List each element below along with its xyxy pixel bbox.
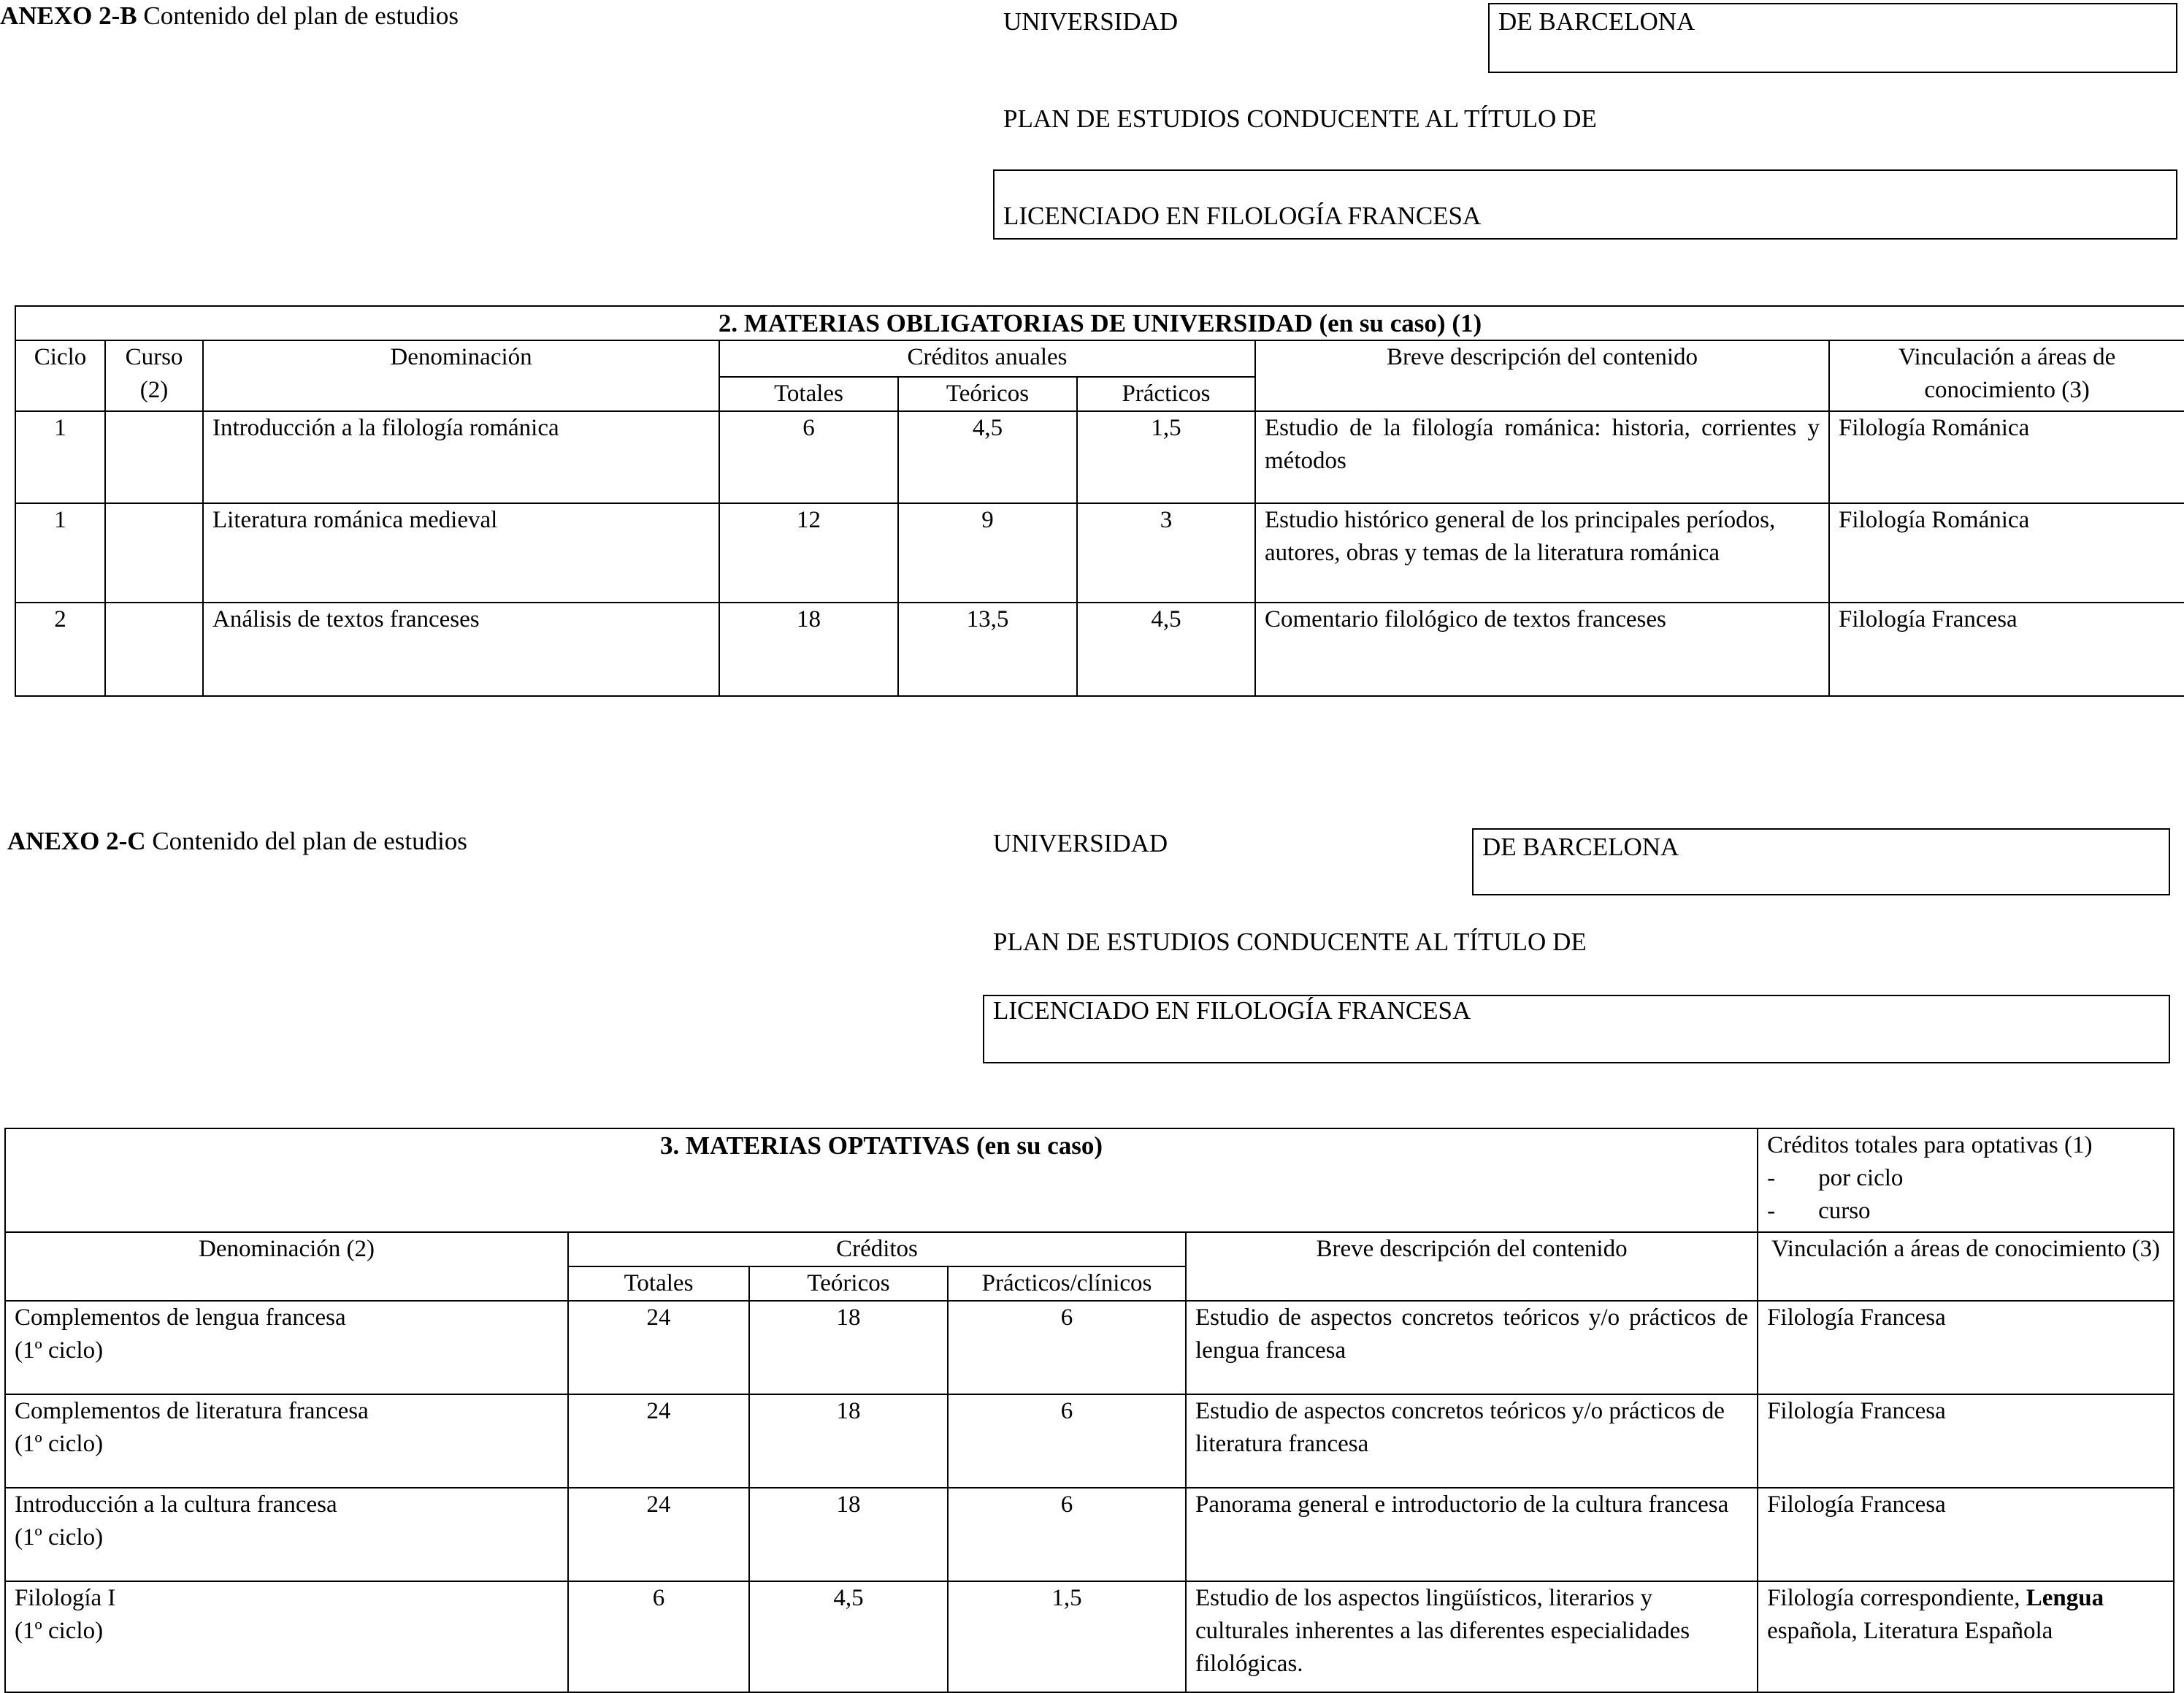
cell-teoricos: 4,5 <box>749 1581 948 1692</box>
degree-value-b: LICENCIADO EN FILOLOGÍA FRANCESA <box>1003 202 1482 230</box>
cell-vinculacion: Filología Románica <box>1829 411 2184 503</box>
degree-value-c: LICENCIADO EN FILOLOGÍA FRANCESA <box>993 996 1471 1025</box>
cell-descripcion: Estudio histórico general de los principales períodos, autores, obras y temas de la literatura románica <box>1255 503 1829 603</box>
header-descripcion: Breve descripción del contenido <box>1186 1232 1758 1301</box>
table-row <box>15 411 2184 503</box>
header-totales: Totales <box>568 1266 749 1301</box>
cell-ciclo: 1 <box>15 411 105 503</box>
header-practicos: Prácticos <box>1077 377 1255 411</box>
header-vinculacion: Vinculación a áreas de conocimiento (3) <box>1829 340 2184 411</box>
cell-denominacion-ciclo: (1º ciclo) <box>15 1337 104 1364</box>
header-curso: Curso (2) <box>105 340 203 411</box>
cell-denominacion <box>5 1301 568 1394</box>
header-creditos: Créditos <box>568 1232 1186 1266</box>
cell-denominacion-ciclo: (1º ciclo) <box>15 1431 104 1457</box>
cell-curso <box>105 503 203 603</box>
cell-practicos: 3 <box>1077 503 1255 603</box>
vinculacion-part-c: española, Literatura Española <box>1767 1618 2053 1644</box>
university-box-b <box>1488 3 2177 73</box>
cell-denominacion: Introducción a la filología románica <box>203 411 719 503</box>
cell-descripcion: Estudio de la filología románica: historia, corrientes y métodos <box>1255 411 1829 503</box>
vinculacion-part-a: Filología correspondiente, <box>1767 1585 2026 1611</box>
cell-teoricos: 13,5 <box>898 603 1077 696</box>
creditos-curso: - curso <box>1767 1195 2164 1228</box>
annex-2c-text: Contenido del plan de estudios <box>152 827 467 855</box>
cell-denominacion-ciclo: (1º ciclo) <box>15 1618 104 1644</box>
cell-teoricos: 18 <box>749 1394 948 1488</box>
header-teoricos: Teóricos <box>749 1266 948 1301</box>
obligatorias-title: 2. MATERIAS OBLIGATORIAS DE UNIVERSIDAD (en su caso) (1) <box>15 306 2184 340</box>
table-row <box>5 1488 2174 1581</box>
header-vinculacion: Vinculación a áreas de conocimiento (3) <box>1758 1232 2174 1301</box>
cell-practicos: 1,5 <box>1077 411 1255 503</box>
annex-2b-code: ANEXO 2-B <box>0 1 137 30</box>
cell-vinculacion <box>1758 1581 2174 1692</box>
cell-denominacion <box>5 1394 568 1488</box>
cell-ciclo: 2 <box>15 603 105 696</box>
table-row <box>15 603 2184 696</box>
cell-vinculacion: Filología Francesa <box>1758 1394 2174 1488</box>
annex-2c-code: ANEXO 2-C <box>7 827 146 855</box>
header-teoricos: Teóricos <box>898 377 1077 411</box>
header-descripcion: Breve descripción del contenido <box>1255 340 1829 411</box>
table-row <box>5 1581 2174 1692</box>
degree-box-b <box>993 169 2177 240</box>
cell-denominacion-name: Introducción a la cultura francesa <box>15 1491 337 1518</box>
cell-vinculacion: Filología Francesa <box>1758 1488 2174 1581</box>
header-denominacion: Denominación <box>203 340 719 411</box>
cell-descripcion: Panorama general e introductorio de la cultura francesa <box>1186 1488 1758 1581</box>
cell-descripcion: Estudio de los aspectos lingüísticos, literarios y culturales inherentes a las diferentes especialidades filológicas. <box>1186 1581 1758 1692</box>
annex-2b-text: Contenido del plan de estudios <box>143 1 459 30</box>
table-row <box>5 1394 2174 1488</box>
cell-totales: 6 <box>568 1581 749 1692</box>
cell-ciclo: 1 <box>15 503 105 603</box>
cell-denominacion-name: Filología I <box>15 1585 116 1611</box>
cell-vinculacion: Filología Francesa <box>1758 1301 2174 1394</box>
cell-totales: 24 <box>568 1394 749 1488</box>
header-denominacion: Denominación (2) <box>5 1232 568 1301</box>
creditos-por-ciclo: - por ciclo <box>1767 1162 2164 1195</box>
cell-descripcion: Estudio de aspectos concretos teóricos y/o prácticos de literatura francesa <box>1186 1394 1758 1488</box>
cell-vinculacion: Filología Francesa <box>1829 603 2184 696</box>
university-label-c: UNIVERSIDAD <box>993 829 1168 857</box>
cell-denominacion <box>5 1581 568 1692</box>
cell-vinculacion: Filología Románica <box>1829 503 2184 603</box>
cell-totales: 12 <box>719 503 898 603</box>
cell-practicos: 6 <box>948 1301 1186 1394</box>
cell-descripcion: Estudio de aspectos concretos teóricos y/o prácticos de lengua francesa <box>1186 1301 1758 1394</box>
cell-denominacion: Análisis de textos franceses <box>203 603 719 696</box>
cell-denominacion-ciclo: (1º ciclo) <box>15 1524 104 1551</box>
vinculacion-part-b: Lengua <box>2026 1585 2104 1611</box>
cell-denominacion-name: Complementos de literatura francesa <box>15 1398 369 1424</box>
cell-teoricos: 9 <box>898 503 1077 603</box>
cell-totales: 6 <box>719 411 898 503</box>
plan-label-c: PLAN DE ESTUDIOS CONDUCENTE AL TÍTULO DE <box>993 928 1587 956</box>
cell-denominacion <box>5 1488 568 1581</box>
table-row <box>5 1301 2174 1394</box>
cell-denominacion: Literatura románica medieval <box>203 503 719 603</box>
degree-box-c <box>983 995 2170 1063</box>
optativas-table <box>4 1128 2175 1693</box>
cell-curso <box>105 411 203 503</box>
cell-totales: 24 <box>568 1488 749 1581</box>
annex-2c-heading <box>7 825 467 857</box>
cell-practicos: 4,5 <box>1077 603 1255 696</box>
cell-descripcion: Comentario filológico de textos franceses <box>1255 603 1829 696</box>
cell-practicos: 6 <box>948 1488 1186 1581</box>
university-value-b: DE BARCELONA <box>1498 7 1696 36</box>
cell-totales: 18 <box>719 603 898 696</box>
cell-teoricos: 18 <box>749 1488 948 1581</box>
creditos-totales-label: Créditos totales para optativas (1) <box>1767 1132 2093 1158</box>
cell-teoricos: 4,5 <box>898 411 1077 503</box>
header-practicos-clinicos: Prácticos/clínicos <box>948 1266 1186 1301</box>
obligatorias-table <box>15 305 2184 697</box>
university-label-b: UNIVERSIDAD <box>1003 7 1179 36</box>
creditos-totales-optativas <box>1758 1128 2174 1232</box>
optativas-title: 3. MATERIAS OPTATIVAS (en su caso) <box>5 1128 1758 1232</box>
plan-label-b: PLAN DE ESTUDIOS CONDUCENTE AL TÍTULO DE <box>1003 104 1597 133</box>
header-creditos-anuales: Créditos anuales <box>719 340 1255 377</box>
cell-teoricos: 18 <box>749 1301 948 1394</box>
header-totales: Totales <box>719 377 898 411</box>
university-value-c: DE BARCELONA <box>1482 833 1679 861</box>
university-box-c <box>1472 828 2170 895</box>
cell-totales: 24 <box>568 1301 749 1394</box>
cell-practicos: 1,5 <box>948 1581 1186 1692</box>
cell-curso <box>105 603 203 696</box>
table-row <box>15 503 2184 603</box>
cell-denominacion-name: Complementos de lengua francesa <box>15 1304 346 1331</box>
annex-2b-heading <box>0 0 459 32</box>
header-ciclo: Ciclo <box>15 340 105 411</box>
cell-practicos: 6 <box>948 1394 1186 1488</box>
